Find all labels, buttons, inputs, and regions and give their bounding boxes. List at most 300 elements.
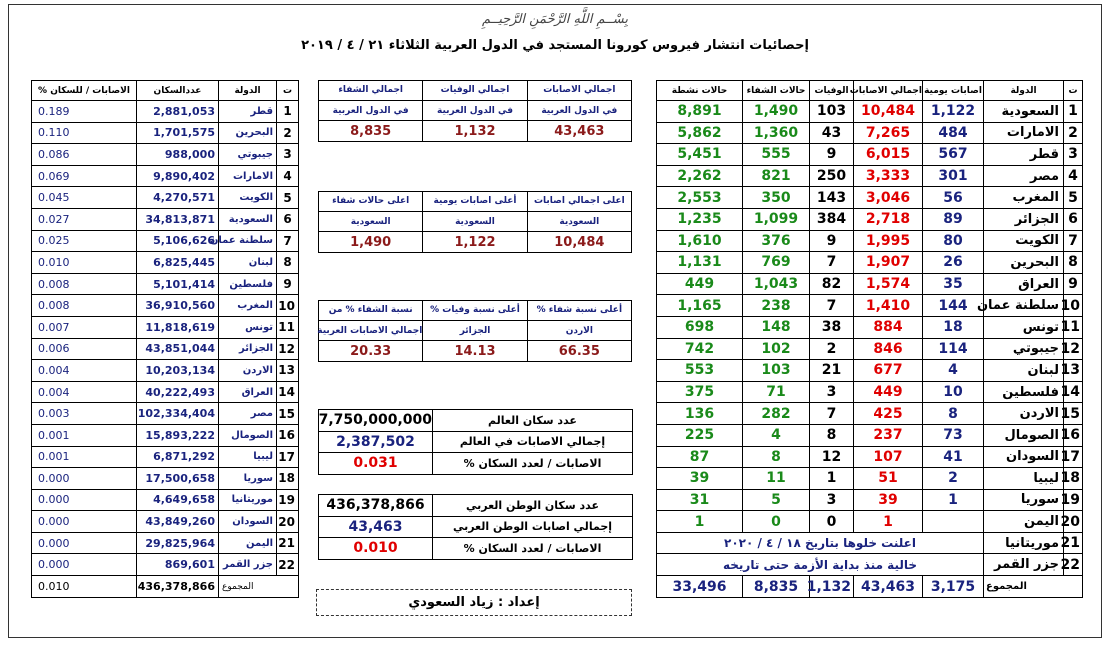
col-idx: ت <box>277 81 299 101</box>
world-stats <box>318 409 633 475</box>
row-country: سلطنة عمان <box>984 295 1064 317</box>
row-recovered: 821 <box>743 165 810 187</box>
row-pct: 0.006 <box>32 338 137 360</box>
highest-cases-value: 10,484 <box>527 232 631 253</box>
row-index: 21 <box>277 532 299 554</box>
row-total: 1,995 <box>854 230 923 252</box>
row-active: 225 <box>657 424 743 446</box>
row-deaths: 1 <box>810 468 854 490</box>
row-deaths: 2 <box>810 338 854 360</box>
row-active: 553 <box>657 360 743 382</box>
highest-recovered-country: السعودية <box>319 212 423 232</box>
row-country: جزر القمر <box>984 554 1064 576</box>
row-total: 846 <box>854 338 923 360</box>
table-row <box>657 468 1083 490</box>
table-row <box>32 165 299 187</box>
population-table <box>31 80 299 598</box>
highest-recovered-value: 1,490 <box>319 232 423 253</box>
row-recovered: 102 <box>743 338 810 360</box>
row-index: 10 <box>1064 295 1083 317</box>
row-daily: 484 <box>923 122 984 144</box>
row-daily: 89 <box>923 208 984 230</box>
row-active: 1,165 <box>657 295 743 317</box>
row-country: السودان <box>984 446 1064 468</box>
row-active: 31 <box>657 489 743 511</box>
row-pct: 0.000 <box>32 468 137 490</box>
row-index: 3 <box>1064 144 1083 166</box>
row-country: الامارات <box>219 165 277 187</box>
basmala: بِسْــمِ اللَّهِ الرَّحْمَنِ الرَّحِيــمِ <box>482 12 628 27</box>
row-country: العراق <box>984 273 1064 295</box>
row-recovered: 8 <box>743 446 810 468</box>
highest-daily-value: 1,122 <box>423 232 527 253</box>
row-country: ليبيا <box>219 446 277 468</box>
table-row <box>657 144 1083 166</box>
row-active: 136 <box>657 403 743 425</box>
row-daily: 35 <box>923 273 984 295</box>
table-row <box>657 252 1083 274</box>
row-population: 5,106,626 <box>137 230 219 252</box>
table-row <box>657 165 1083 187</box>
row-population: 2,881,053 <box>137 101 219 123</box>
arab-recovery-sub: اجمالي الاصابات العربية <box>319 321 423 341</box>
row-country: اليمن <box>219 532 277 554</box>
table-row <box>657 511 1083 533</box>
row-recovered: 0 <box>743 511 810 533</box>
row-index: 20 <box>1064 511 1083 533</box>
col-country: الدولة <box>219 81 277 101</box>
row-active: 742 <box>657 338 743 360</box>
table-row <box>32 101 299 123</box>
row-recovered: 376 <box>743 230 810 252</box>
row-index: 5 <box>1064 187 1083 209</box>
arab-ratio-value: 0.010 <box>319 538 433 560</box>
row-recovered: 4 <box>743 424 810 446</box>
row-index: 19 <box>277 489 299 511</box>
row-pct: 0.008 <box>32 273 137 295</box>
row-deaths: 143 <box>810 187 854 209</box>
row-deaths: 8 <box>810 424 854 446</box>
total-pct: 0.010 <box>32 576 137 598</box>
row-index: 4 <box>1064 165 1083 187</box>
row-population: 10,203,134 <box>137 360 219 382</box>
row-index: 8 <box>277 252 299 274</box>
totals-box <box>318 80 632 142</box>
row-daily: 73 <box>923 424 984 446</box>
row-recovered: 1,099 <box>743 208 810 230</box>
table-row <box>657 316 1083 338</box>
highest-cases-heading: اعلى اجمالي اصابات <box>527 192 631 212</box>
row-deaths: 7 <box>810 403 854 425</box>
row-daily: 144 <box>923 295 984 317</box>
row-daily: 26 <box>923 252 984 274</box>
row-country: الكويت <box>984 230 1064 252</box>
row-index: 6 <box>1064 208 1083 230</box>
row-index: 14 <box>1064 381 1083 403</box>
cases-table-header <box>657 81 1083 101</box>
note-row <box>657 554 1083 576</box>
row-note: اعلنت خلوها بتاريخ ١٨ / ٤ / ٢٠٢٠ <box>657 532 984 554</box>
row-index: 20 <box>277 511 299 533</box>
row-index: 13 <box>1064 360 1083 382</box>
row-daily: 10 <box>923 381 984 403</box>
cases-table <box>656 80 1083 598</box>
row-recovered: 71 <box>743 381 810 403</box>
world-cases-label: إجمالي الاصابات في العالم <box>433 431 633 453</box>
row-index: 18 <box>1064 468 1083 490</box>
row-daily: 80 <box>923 230 984 252</box>
row-pct: 0.003 <box>32 403 137 425</box>
row-deaths: 82 <box>810 273 854 295</box>
row-country: المغرب <box>984 187 1064 209</box>
row-recovered: 103 <box>743 360 810 382</box>
table-row <box>657 295 1083 317</box>
row-active: 2,553 <box>657 187 743 209</box>
death-rate-heading: أعلى نسبة وفيات % <box>423 301 527 321</box>
col-deaths: الوفيات <box>810 81 854 101</box>
row-pct: 0.004 <box>32 381 137 403</box>
total-label: المجموع <box>984 576 1083 598</box>
arab-stats <box>318 494 633 560</box>
row-daily <box>923 511 984 533</box>
col-active: حالات نشطة <box>657 81 743 101</box>
total-cases-value: 43,463 <box>527 121 631 142</box>
row-pct: 0.001 <box>32 446 137 468</box>
table-row <box>657 101 1083 123</box>
highest-recovered-heading: اعلى حالات شفاء <box>319 192 423 212</box>
row-population: 17,500,658 <box>137 468 219 490</box>
row-pct: 0.000 <box>32 511 137 533</box>
row-population: 36,910,560 <box>137 295 219 317</box>
row-index: 15 <box>277 403 299 425</box>
row-index: 15 <box>1064 403 1083 425</box>
row-total: 10,484 <box>854 101 923 123</box>
row-index: 5 <box>277 187 299 209</box>
row-total: 2,718 <box>854 208 923 230</box>
table-row <box>32 532 299 554</box>
row-daily: 1,122 <box>923 101 984 123</box>
row-total: 237 <box>854 424 923 446</box>
row-deaths: 103 <box>810 101 854 123</box>
row-total: 1 <box>854 511 923 533</box>
col-country: الدولة <box>984 81 1064 101</box>
row-country: السودان <box>219 511 277 533</box>
row-country: قطر <box>219 101 277 123</box>
row-total: 677 <box>854 360 923 382</box>
total-deaths-value: 1,132 <box>423 121 527 142</box>
row-total: 51 <box>854 468 923 490</box>
row-country: تونس <box>219 316 277 338</box>
total-row <box>32 576 299 598</box>
row-country: موريتانيا <box>984 532 1064 554</box>
row-active: 39 <box>657 468 743 490</box>
row-daily: 56 <box>923 187 984 209</box>
table-row <box>32 187 299 209</box>
prepared-by: إعداد : زياد السعودي <box>316 589 632 616</box>
row-population: 43,849,260 <box>137 511 219 533</box>
row-country: اليمن <box>984 511 1064 533</box>
row-pct: 0.086 <box>32 144 137 166</box>
ratios-box <box>318 300 632 362</box>
row-pct: 0.000 <box>32 489 137 511</box>
row-population: 6,871,292 <box>137 446 219 468</box>
row-index: 19 <box>1064 489 1083 511</box>
row-index: 14 <box>277 381 299 403</box>
row-population: 988,000 <box>137 144 219 166</box>
row-total: 1,574 <box>854 273 923 295</box>
row-population: 4,270,571 <box>137 187 219 209</box>
row-population: 5,101,414 <box>137 273 219 295</box>
row-pct: 0.004 <box>32 360 137 382</box>
table-row <box>32 446 299 468</box>
row-country: جزر القمر <box>219 554 277 576</box>
row-country: البحرين <box>219 122 277 144</box>
row-pct: 0.000 <box>32 532 137 554</box>
row-country: فلسطين <box>984 381 1064 403</box>
row-country: الاردن <box>984 403 1064 425</box>
row-recovered: 350 <box>743 187 810 209</box>
row-total: 6,015 <box>854 144 923 166</box>
row-country: السعودية <box>219 208 277 230</box>
row-index: 2 <box>1064 122 1083 144</box>
row-deaths: 7 <box>810 295 854 317</box>
total-recovered-sub: في الدول العربية <box>319 101 423 121</box>
row-country: الاردن <box>219 360 277 382</box>
row-active: 1,610 <box>657 230 743 252</box>
row-index: 8 <box>1064 252 1083 274</box>
row-index: 1 <box>277 101 299 123</box>
arab-pop-value: 436,378,866 <box>319 495 433 517</box>
arab-recovery-value: 20.33 <box>319 341 423 362</box>
table-row <box>32 360 299 382</box>
table-row <box>657 338 1083 360</box>
table-row <box>32 554 299 576</box>
total-deaths-sub: في الدول العربية <box>423 101 527 121</box>
table-row <box>657 273 1083 295</box>
table-row <box>657 381 1083 403</box>
row-index: 7 <box>1064 230 1083 252</box>
row-index: 6 <box>277 208 299 230</box>
table-row <box>657 424 1083 446</box>
row-pct: 0.010 <box>32 252 137 274</box>
row-country: موريتانيا <box>219 489 277 511</box>
row-recovered: 1,490 <box>743 101 810 123</box>
page-title: إحصائيات انتشار فيروس كورونا المستجد في الدول العربية الثلاثاء ٢١ / ٤ / ٢٠١٩ <box>301 38 809 53</box>
table-row <box>32 489 299 511</box>
table-row <box>32 381 299 403</box>
row-index: 9 <box>1064 273 1083 295</box>
row-country: فلسطين <box>219 273 277 295</box>
total-cases-sub: في الدول العربية <box>527 101 631 121</box>
world-cases-value: 2,387,502 <box>319 431 433 453</box>
row-pct: 0.025 <box>32 230 137 252</box>
world-ratio-value: 0.031 <box>319 453 433 475</box>
row-pct: 0.001 <box>32 424 137 446</box>
row-active: 5,862 <box>657 122 743 144</box>
row-index: 10 <box>277 295 299 317</box>
total-deaths-heading: اجمالي الوفيات <box>423 81 527 101</box>
row-total: 449 <box>854 381 923 403</box>
row-country: البحرين <box>984 252 1064 274</box>
row-deaths: 7 <box>810 252 854 274</box>
row-deaths: 0 <box>810 511 854 533</box>
highest-box <box>318 191 632 253</box>
row-daily: 41 <box>923 446 984 468</box>
row-pct: 0.000 <box>32 554 137 576</box>
row-active: 698 <box>657 316 743 338</box>
col-idx: ت <box>1064 81 1083 101</box>
table-row <box>32 511 299 533</box>
table-row <box>657 208 1083 230</box>
table-row <box>32 316 299 338</box>
total-recovered: 8,835 <box>743 576 810 598</box>
table-row <box>657 446 1083 468</box>
row-daily: 4 <box>923 360 984 382</box>
table-row <box>32 338 299 360</box>
row-index: 4 <box>277 165 299 187</box>
highest-cases-country: السعودية <box>527 212 631 232</box>
row-country: لبنان <box>219 252 277 274</box>
table-row <box>32 122 299 144</box>
table-row <box>32 144 299 166</box>
row-population: 9,890,402 <box>137 165 219 187</box>
row-index: 3 <box>277 144 299 166</box>
recovery-rate-heading: أعلى نسبة شفاء % <box>527 301 631 321</box>
row-active: 375 <box>657 381 743 403</box>
row-deaths: 3 <box>810 381 854 403</box>
arab-cases-value: 43,463 <box>319 516 433 538</box>
row-total: 7,265 <box>854 122 923 144</box>
row-active: 5,451 <box>657 144 743 166</box>
row-country: قطر <box>984 144 1064 166</box>
death-rate-value: 14.13 <box>423 341 527 362</box>
row-country: جيبوتي <box>984 338 1064 360</box>
row-index: 9 <box>277 273 299 295</box>
row-total: 39 <box>854 489 923 511</box>
row-index: 11 <box>1064 316 1083 338</box>
row-index: 12 <box>277 338 299 360</box>
row-population: 43,851,044 <box>137 338 219 360</box>
row-active: 8,891 <box>657 101 743 123</box>
row-active: 1 <box>657 511 743 533</box>
row-total: 3,046 <box>854 187 923 209</box>
row-index: 16 <box>1064 424 1083 446</box>
total-cases: 43,463 <box>854 576 923 598</box>
row-deaths: 384 <box>810 208 854 230</box>
row-pct: 0.007 <box>32 316 137 338</box>
row-deaths: 21 <box>810 360 854 382</box>
row-active: 1,235 <box>657 208 743 230</box>
row-pct: 0.027 <box>32 208 137 230</box>
row-population: 102,334,404 <box>137 403 219 425</box>
row-note: خالية منذ بداية الأزمة حتى تاريخه <box>657 554 984 576</box>
total-population: 436,378,866 <box>137 576 219 598</box>
row-active: 449 <box>657 273 743 295</box>
recovery-rate-country: الاردن <box>527 321 631 341</box>
row-country: الجزائر <box>219 338 277 360</box>
arab-ratio-label: الاصابات / لعدد السكان % <box>433 538 633 560</box>
row-recovered: 148 <box>743 316 810 338</box>
world-ratio-label: الاصابات / لعدد السكان % <box>433 453 633 475</box>
row-index: 17 <box>277 446 299 468</box>
arab-cases-label: إجمالي اصابات الوطن العربي <box>433 516 633 538</box>
total-label: المجموع <box>219 576 299 598</box>
total-recovered-value: 8,835 <box>319 121 423 142</box>
row-country: الجزائر <box>984 208 1064 230</box>
table-row <box>657 187 1083 209</box>
row-country: المغرب <box>219 295 277 317</box>
row-active: 2,262 <box>657 165 743 187</box>
row-country: الصومال <box>984 424 1064 446</box>
row-recovered: 5 <box>743 489 810 511</box>
row-country: الصومال <box>219 424 277 446</box>
row-deaths: 43 <box>810 122 854 144</box>
row-pct: 0.069 <box>32 165 137 187</box>
col-population: عددالسكان <box>137 81 219 101</box>
row-country: سلطنة عمان <box>219 230 277 252</box>
row-index: 16 <box>277 424 299 446</box>
row-country: جيبوتي <box>219 144 277 166</box>
row-total: 1,907 <box>854 252 923 274</box>
recovery-rate-value: 66.35 <box>527 341 631 362</box>
arab-pop-label: عدد سكان الوطن العربي <box>433 495 633 517</box>
row-index: 12 <box>1064 338 1083 360</box>
row-country: الامارات <box>984 122 1064 144</box>
row-population: 34,813,871 <box>137 208 219 230</box>
row-index: 11 <box>277 316 299 338</box>
col-total: اجمالي الاصابات <box>854 81 923 101</box>
row-index: 13 <box>277 360 299 382</box>
row-recovered: 1,043 <box>743 273 810 295</box>
row-population: 40,222,493 <box>137 381 219 403</box>
row-pct: 0.189 <box>32 101 137 123</box>
row-index: 7 <box>277 230 299 252</box>
row-population: 15,893,222 <box>137 424 219 446</box>
row-recovered: 282 <box>743 403 810 425</box>
table-row <box>657 489 1083 511</box>
row-population: 29,825,964 <box>137 532 219 554</box>
row-recovered: 11 <box>743 468 810 490</box>
row-country: مصر <box>984 165 1064 187</box>
row-deaths: 9 <box>810 144 854 166</box>
note-row <box>657 532 1083 554</box>
row-population: 11,818,619 <box>137 316 219 338</box>
row-daily: 8 <box>923 403 984 425</box>
row-pct: 0.008 <box>32 295 137 317</box>
row-country: ليبيا <box>984 468 1064 490</box>
col-pct: الاصابات / للسكان % <box>32 81 137 101</box>
row-country: الكويت <box>219 187 277 209</box>
row-index: 18 <box>277 468 299 490</box>
row-recovered: 1,360 <box>743 122 810 144</box>
table-row <box>32 273 299 295</box>
row-country: مصر <box>219 403 277 425</box>
row-deaths: 38 <box>810 316 854 338</box>
row-population: 869,601 <box>137 554 219 576</box>
row-index: 17 <box>1064 446 1083 468</box>
row-index: 1 <box>1064 101 1083 123</box>
table-row <box>32 295 299 317</box>
row-active: 87 <box>657 446 743 468</box>
row-deaths: 12 <box>810 446 854 468</box>
row-daily: 1 <box>923 489 984 511</box>
row-index: 22 <box>1064 554 1083 576</box>
row-recovered: 769 <box>743 252 810 274</box>
total-active: 33,496 <box>657 576 743 598</box>
population-table-header <box>32 81 299 101</box>
row-population: 4,649,658 <box>137 489 219 511</box>
row-total: 1,410 <box>854 295 923 317</box>
